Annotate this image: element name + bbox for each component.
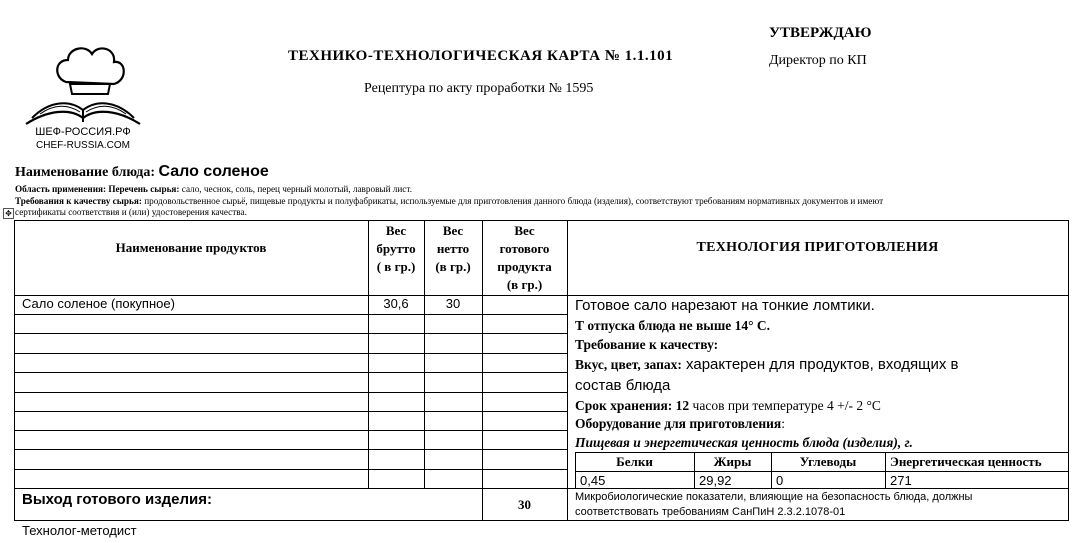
header-brutto-l1: Вес (385, 223, 407, 238)
micro-line2: соответствовать требованиям СанПиН 2.3.2.1078-01 (575, 506, 846, 518)
approve-label: УТВЕРЖДАЮ (769, 25, 872, 41)
dish-name (15, 163, 269, 181)
nutrition-header-energy: Энергетическая ценность (890, 454, 1042, 469)
nutrition-header-proteins: Белки (616, 454, 653, 469)
director-label: Директор по КП (769, 53, 867, 68)
quality-requirements-label: Требования к качеству сырья: (15, 196, 142, 206)
header-netto-l1: Вес (442, 223, 464, 238)
header-product: Наименование продуктов (115, 240, 267, 255)
dish-name-value: Сало соленое (158, 163, 269, 180)
logo (18, 38, 148, 160)
header-ready-l4: (в гр.) (506, 277, 543, 292)
technologist-label: Технолог-методист (22, 523, 137, 538)
tech-line1: Готовое сало нарезают на тонкие ломтики. (575, 297, 875, 314)
logo-line1: ШЕФ-РОССИЯ.РФ (35, 126, 131, 138)
nutrition-value-fats: 29,92 (699, 473, 732, 488)
quality-requirements-value: продовольственное сырьё, пищевые продукты и полуфабрикаты, используемые для приготовления данного блюда (изделия), соответствуют требованиям нормативных документов и имеют (141, 196, 884, 206)
tech-storage-value: часов при температуре 4 +/- 2 °С (692, 398, 881, 413)
row1-product: Сало соленое (покупное) (22, 296, 175, 311)
tech-temperature: Т отпуска блюда не выше 14° С. (575, 318, 771, 333)
output-value: 30 (518, 497, 531, 512)
scope-value: сало, чеснок, соль, перец черный молотый, лавровый лист. (179, 184, 413, 194)
nutrition-header-carbs: Углеводы (799, 454, 857, 469)
tech-storage-label: Срок хранения: (575, 398, 673, 413)
scope-label: Область применения: Перечень сырья: (15, 184, 180, 194)
logo-line2: CHEF-RUSSIA.COM (36, 140, 130, 151)
header-netto-l2: нетто (436, 241, 470, 256)
tech-nutrition-label: Пищевая и энергетическая ценность блюда (изделия), г. (575, 435, 913, 450)
output-label: Выход готового изделия: (22, 491, 213, 508)
tech-taste (575, 356, 1061, 373)
nutrition-value-proteins: 0,45 (580, 473, 606, 488)
nutrition-header-fats: Жиры (713, 454, 752, 469)
scope-line (15, 184, 412, 195)
header-ready-l2: готового (499, 241, 550, 256)
header-ready-l1: Вес (514, 223, 535, 238)
header-ready-l3: продукта (497, 259, 552, 274)
micro-line1: Микробиологические показатели, влияющие на безопасность блюда, должны (575, 491, 973, 503)
header-brutto (368, 222, 424, 276)
tech-quality-label: Требование к качеству: (575, 337, 719, 352)
chef-book-logo-icon (18, 38, 148, 128)
tech-storage (575, 398, 1061, 414)
document-subtitle: Рецептура по акту проработки № 1595 (364, 81, 594, 96)
tech-equipment (575, 416, 1061, 432)
tech-taste-value: характерен для продуктов, входящих в (681, 356, 959, 373)
quality-requirements-line2: сертификаты соответствия и (или) удостоверения качества. (15, 207, 247, 217)
header-netto (424, 222, 482, 276)
tech-storage-hours: 12 (672, 398, 693, 413)
quality-requirements-line (15, 196, 883, 207)
row1-netto: 30 (445, 296, 461, 311)
table-move-handle-icon[interactable]: ✥ (3, 208, 14, 219)
nutrition-value-energy: 271 (890, 473, 912, 488)
document-title: ТЕХНИКО-ТЕХНОЛОГИЧЕСКАЯ КАРТА № 1.1.101 (288, 48, 674, 64)
tech-equipment-label: Оборудование для приготовления (575, 416, 782, 431)
header-brutto-l2: брутто (376, 241, 416, 256)
header-technology: ТЕХНОЛОГИЯ ПРИГОТОВЛЕНИЯ (696, 240, 939, 255)
tech-taste-value2: состав блюда (575, 377, 671, 394)
header-ready (482, 222, 567, 294)
header-netto-l3: (в гр.) (435, 259, 471, 274)
tech-equipment-colon: : (781, 416, 785, 431)
dish-name-label: Наименование блюда: (15, 165, 155, 180)
nutrition-value-carbs: 0 (776, 473, 784, 488)
row1-brutto: 30,6 (383, 296, 409, 311)
header-brutto-l3: ( в гр.) (376, 259, 416, 274)
tech-taste-label: Вкус, цвет, запах: (575, 357, 682, 372)
